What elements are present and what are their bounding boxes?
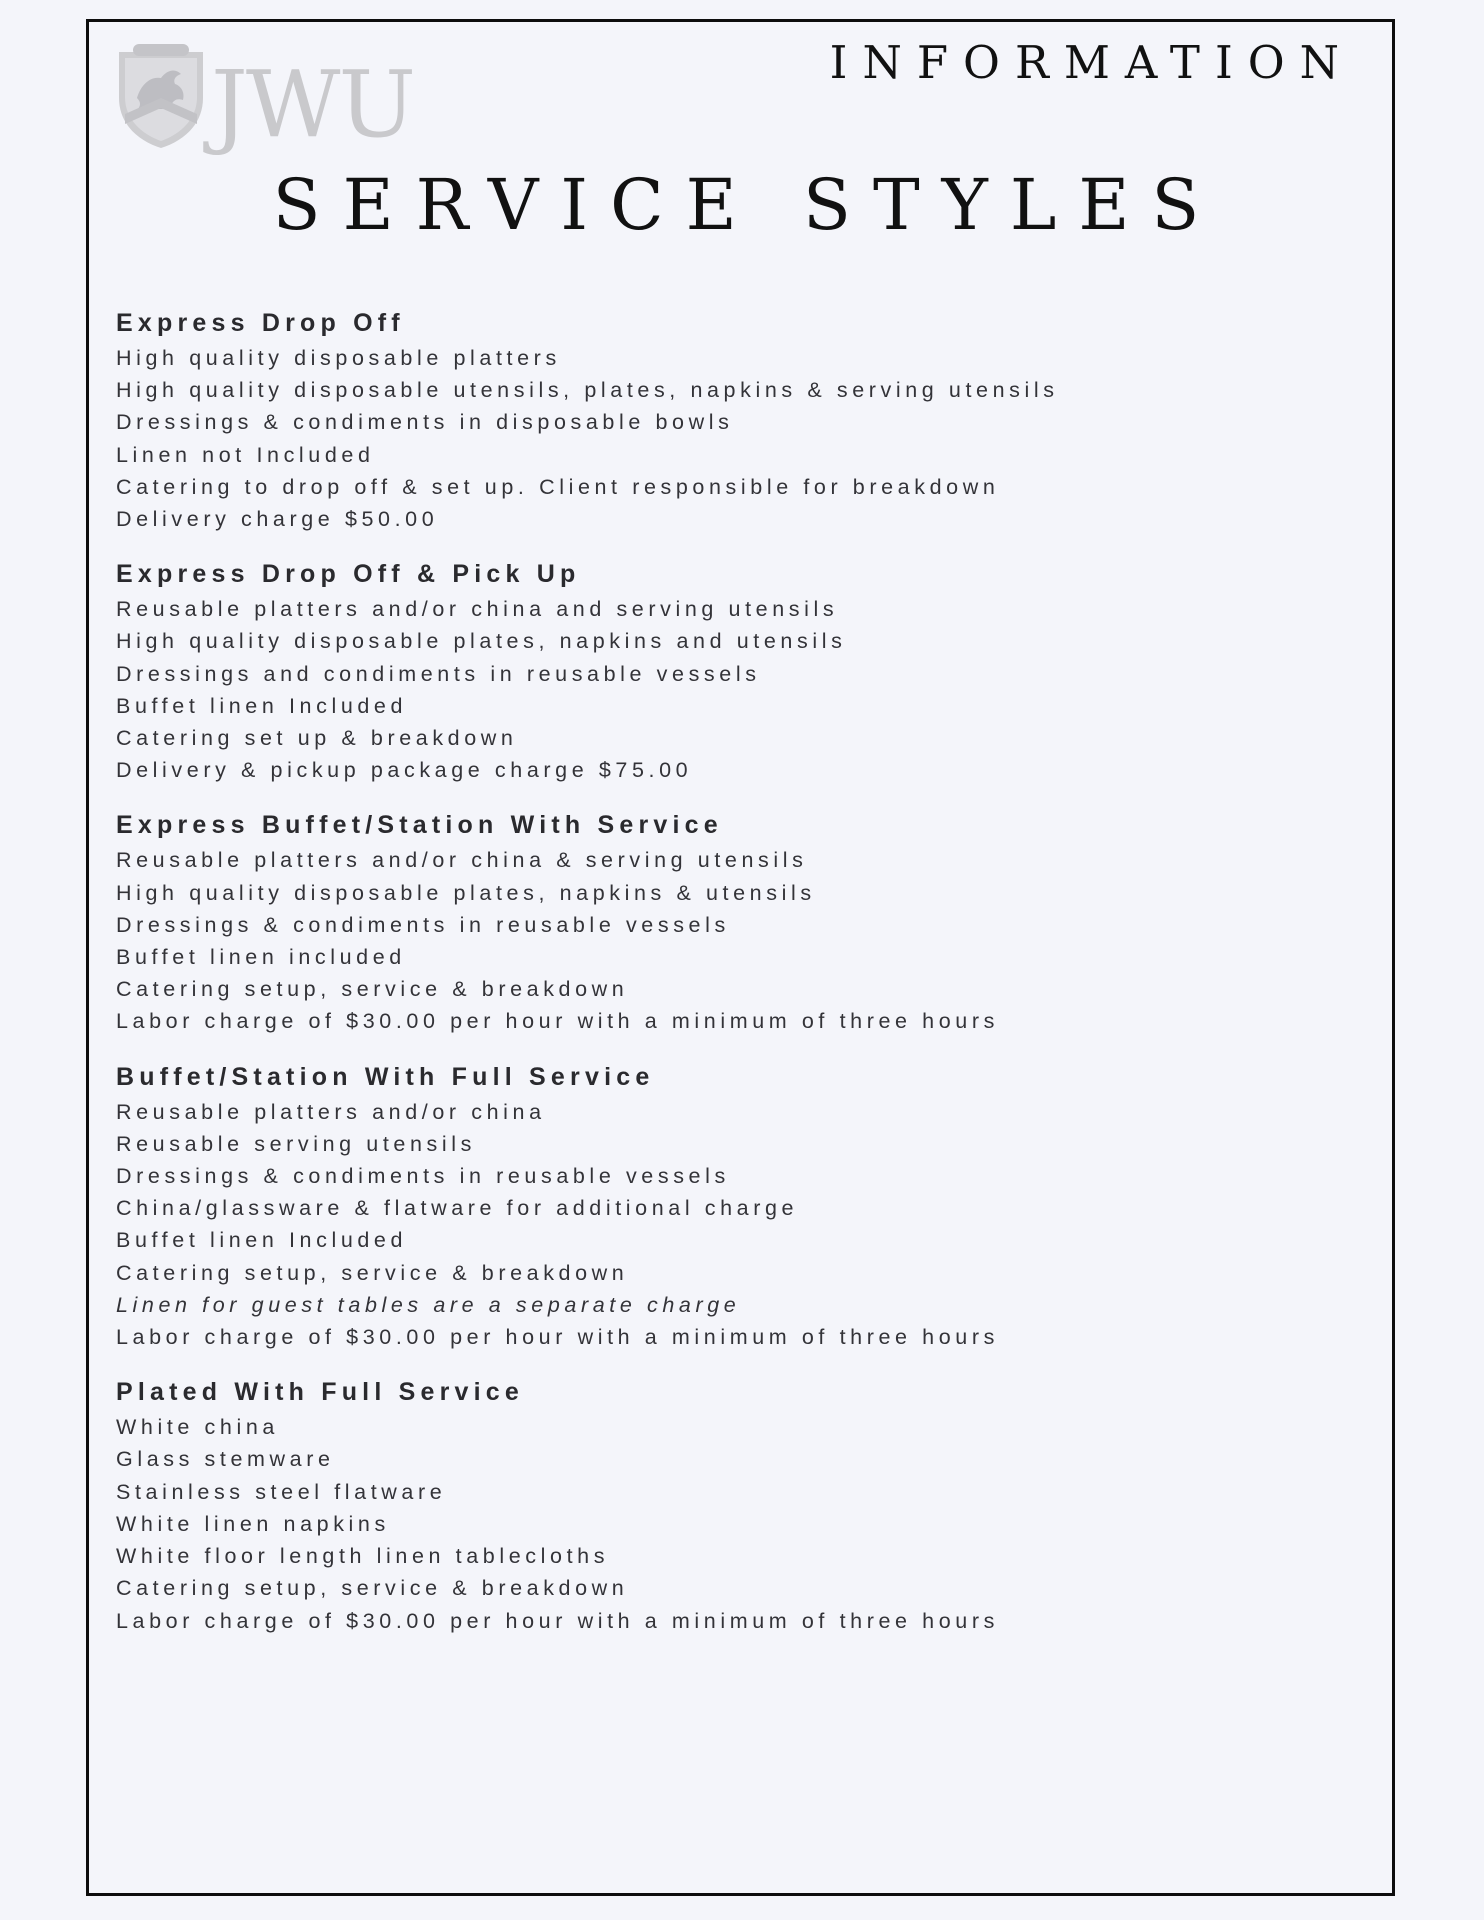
list-item: Reusable platters and/or china & serving utensils (116, 848, 808, 873)
list-item: Buffet linen included (116, 945, 406, 970)
page-title: SERVICE STYLES (272, 164, 1222, 246)
list-item: Catering to drop off & set up. Client responsible for breakdown (116, 474, 1000, 499)
service-section-express-drop-off (116, 306, 1356, 535)
list-item: Labor charge of $30.00 per hour with a minimum of three hours (116, 1009, 999, 1034)
list-item: Catering set up & breakdown (116, 726, 518, 751)
service-styles-list (116, 306, 1356, 1659)
jwu-logo (115, 40, 414, 158)
list-item: White linen napkins (116, 1511, 390, 1536)
list-item: High quality disposable platters (116, 346, 561, 370)
list-item: Catering setup, service & breakdown (116, 1576, 629, 1601)
list-item: Labor charge of $30.00 per hour with a minimum of three hours (116, 1325, 999, 1350)
list-item: High quality disposable utensils, plates, napkins & serving utensils (116, 378, 1059, 403)
list-item: Dressings & condiments in reusable vessels (116, 1164, 730, 1189)
section-title: Express Drop Off & Pick Up (116, 560, 581, 589)
section-title: Plated With Full Service (116, 1378, 524, 1407)
section-title: Buffet/Station With Full Service (116, 1062, 655, 1091)
list-item: High quality disposable plates, napkins & utensils (116, 880, 816, 905)
jwu-logo-wordmark: JWU (211, 51, 414, 158)
list-item: Dressings and condiments in reusable vessels (116, 661, 761, 686)
list-item: Glass stemware (116, 1447, 335, 1472)
list-item: Reusable serving utensils (116, 1131, 476, 1156)
list-item: Catering setup, service & breakdown (116, 1260, 629, 1285)
list-item: Buffet linen Included (116, 693, 408, 718)
list-item: Delivery & pickup package charge $75.00 (116, 758, 693, 783)
list-item: Dressings & condiments in disposable bowls (116, 410, 734, 435)
section-title: Express Buffet/Station With Service (116, 811, 723, 840)
list-item-note: Linen for guest tables are a separate charge (116, 1292, 741, 1317)
list-item: China/glassware & flatware for additional charge (116, 1196, 799, 1221)
service-section-express-drop-off-pick-up (116, 557, 1356, 786)
list-item: Catering setup, service & breakdown (116, 977, 629, 1002)
list-item: Buffet linen Included (116, 1228, 408, 1253)
list-item: Linen not Included (116, 442, 375, 467)
list-item: High quality disposable plates, napkins and utensils (116, 629, 847, 654)
service-section-plated-full-service (116, 1375, 1356, 1636)
list-item: Reusable platters and/or china and serving utensils (116, 597, 839, 622)
section-label-information: INFORMATION (829, 36, 1354, 89)
list-item: Dressings & condiments in reusable vessels (116, 912, 730, 937)
list-item: Labor charge of $30.00 per hour with a minimum of three hours (116, 1608, 999, 1633)
service-section-express-buffet-station (116, 808, 1356, 1037)
list-item: Stainless steel flatware (116, 1479, 447, 1504)
service-section-buffet-station-full-service (116, 1060, 1356, 1354)
list-item: White china (116, 1415, 279, 1440)
list-item: Reusable platters and/or china (116, 1099, 546, 1124)
list-item: White floor length linen tablecloths (116, 1544, 610, 1569)
list-item: Delivery charge $50.00 (116, 507, 439, 532)
section-title: Express Drop Off (116, 309, 405, 337)
